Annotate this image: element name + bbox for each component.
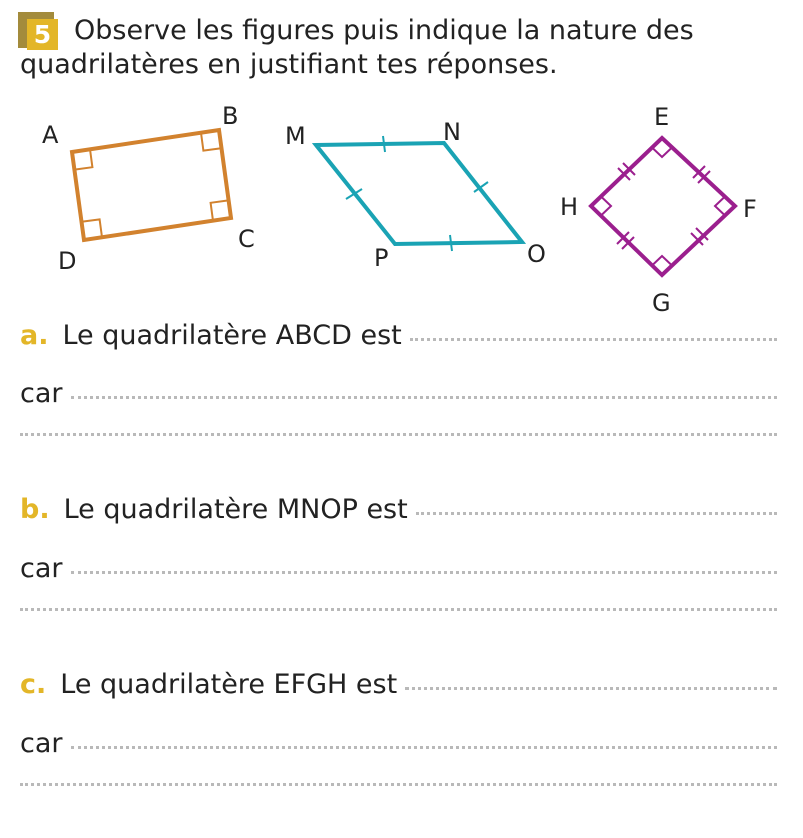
vertex-label-f: F [743,195,757,223]
instruction-line-1: Observe les figures puis indique la nature des [74,15,694,46]
vertex-label-n: N [443,118,461,146]
exercise-number-badge: 5 [27,19,58,50]
question-marker-b: b. [20,494,50,525]
right-angle-mark-g [652,256,672,266]
justification-line-b [20,553,777,584]
question-text-c: Le quadrilatère EFGH est [60,669,398,700]
question-marker-c: c. [20,669,47,700]
justification-field-c-2[interactable] [20,783,777,786]
question-c [20,669,777,700]
figure-abcd [42,102,255,275]
justification-field-b[interactable] [71,571,778,574]
quadrilateral-efgh [591,138,735,275]
car-label-b: car [20,553,63,584]
vertex-label-m: M [285,122,306,150]
extra-line-b [20,611,777,614]
car-label-c: car [20,728,63,759]
justification-field-b-2[interactable] [20,608,777,611]
justification-field-c[interactable] [71,746,778,749]
car-label-a: car [20,378,63,409]
extra-line-a [20,436,777,439]
equal-side-tick-mn [383,136,385,152]
vertex-label-e: E [654,103,670,131]
vertex-label-o: O [527,240,546,268]
question-b [20,494,777,525]
right-angle-mark-f [715,197,725,216]
vertex-label-a: A [42,121,59,149]
question-marker-a: a. [20,320,49,351]
vertex-label-d: D [58,247,77,275]
vertex-label-p: P [374,244,389,272]
exercise-instruction [20,14,794,82]
vertex-label-c: C [238,225,255,253]
right-angle-mark-e [652,148,672,158]
right-angle-mark-h [601,197,611,216]
vertex-label-g: G [652,289,671,317]
figure-efgh [560,103,757,317]
quadrilateral-figures [0,92,803,322]
vertex-label-h: H [560,193,579,221]
answer-field-c[interactable] [405,687,777,690]
question-text-b: Le quadrilatère MNOP est [63,494,408,525]
justification-line-a [20,378,777,409]
question-text-a: Le quadrilatère ABCD est [62,320,402,351]
justification-line-c [20,728,777,759]
quadrilateral-mnop [316,143,522,244]
vertex-label-b: B [222,102,239,130]
quadrilateral-abcd [72,130,231,240]
answer-field-b[interactable] [416,512,777,515]
justification-field-a-2[interactable] [20,433,777,436]
answer-field-a[interactable] [410,338,777,341]
instruction-line-2: quadrilatères en justifiant tes réponses. [20,49,558,80]
question-a [20,320,777,351]
figure-mnop [285,118,546,272]
extra-line-c [20,786,777,789]
justification-field-a[interactable] [71,396,778,399]
equal-side-tick-op [450,235,452,251]
